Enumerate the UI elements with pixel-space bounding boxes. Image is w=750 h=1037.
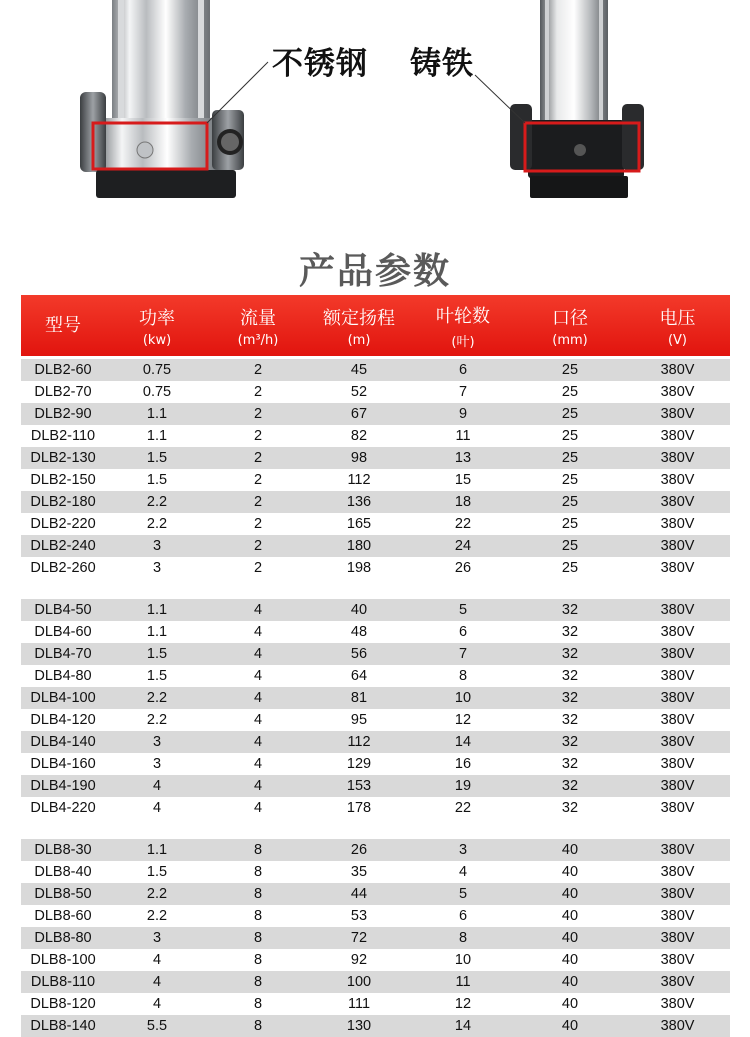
- cast-iron-pump: [475, 0, 644, 198]
- table-cell: 8: [253, 908, 263, 924]
- table-cell: 380V: [660, 560, 695, 576]
- table-cell: 180: [346, 538, 372, 554]
- header-model: 型号: [45, 315, 81, 336]
- table-cell: 22: [454, 516, 472, 532]
- table-row: [21, 599, 730, 621]
- table-cell: 2: [253, 384, 263, 400]
- table-cell: 2: [253, 538, 263, 554]
- table-cell: 380V: [660, 384, 695, 400]
- table-cell: 2.2: [146, 516, 168, 532]
- table-row: [21, 709, 730, 731]
- table-cell: 25: [561, 538, 579, 554]
- table-cell: 4: [253, 778, 263, 794]
- table-cell: 32: [561, 646, 579, 662]
- table-cell: 1.5: [146, 450, 168, 466]
- table-cell: 67: [350, 406, 368, 422]
- table-cell: 40: [561, 908, 579, 924]
- table-cell: 32: [561, 778, 579, 794]
- header-flow: 流量 (m³/h): [237, 307, 279, 348]
- table-cell: 380V: [660, 756, 695, 772]
- pump-illustrations: [0, 0, 750, 215]
- table-cell: 380V: [660, 996, 695, 1012]
- stainless-steel-label: 不锈钢: [272, 46, 368, 82]
- table-cell: DLB8-120: [30, 996, 96, 1012]
- table-row: [21, 687, 730, 709]
- table-cell: 52: [350, 384, 368, 400]
- table-row: [21, 797, 730, 819]
- table-cell: 380V: [660, 864, 695, 880]
- section-title: 产品参数: [298, 251, 451, 292]
- table-row: [21, 557, 730, 579]
- table-cell: 95: [350, 712, 368, 728]
- table-cell: 380V: [660, 538, 695, 554]
- table-cell: 2.2: [146, 494, 168, 510]
- table-cell: 32: [561, 712, 579, 728]
- table-cell: 35: [350, 864, 368, 880]
- table-cell: DLB2-130: [30, 450, 96, 466]
- table-cell: DLB4-190: [30, 778, 96, 794]
- table-cell: 92: [350, 952, 368, 968]
- table-cell: 48: [350, 624, 368, 640]
- table-cell: 3: [152, 560, 162, 576]
- table-cell: DLB4-80: [34, 668, 92, 684]
- table-cell: 53: [350, 908, 368, 924]
- table-cell: 380V: [660, 472, 695, 488]
- table-cell: DLB2-110: [30, 428, 96, 444]
- table-cell: 1.1: [146, 406, 168, 422]
- table-row: [21, 425, 730, 447]
- table-cell: 380V: [660, 778, 695, 794]
- table-cell: 178: [346, 800, 372, 816]
- table-row: [21, 927, 730, 949]
- table-cell: 19: [454, 778, 472, 794]
- table-cell: 25: [561, 560, 579, 576]
- table-cell: 14: [454, 734, 472, 750]
- table-cell: 0.75: [142, 362, 172, 378]
- table-cell: 25: [561, 472, 579, 488]
- table-cell: 40: [561, 996, 579, 1012]
- table-cell: 3: [152, 538, 162, 554]
- table-cell: 1.5: [146, 472, 168, 488]
- table-cell: 6: [458, 624, 468, 640]
- table-cell: DLB8-100: [30, 952, 96, 968]
- table-row: [21, 905, 730, 927]
- table-cell: DLB2-90: [34, 406, 92, 422]
- table-cell: 2: [253, 494, 263, 510]
- table-cell: DLB4-140: [30, 734, 96, 750]
- table-cell: 129: [346, 756, 372, 772]
- table-cell: DLB2-70: [34, 384, 92, 400]
- table-cell: DLB4-100: [30, 690, 96, 706]
- table-cell: 136: [346, 494, 372, 510]
- table-cell: 3: [152, 756, 162, 772]
- table-cell: 32: [561, 624, 579, 640]
- table-cell: 44: [350, 886, 368, 902]
- table-cell: DLB4-160: [30, 756, 96, 772]
- table-row: [21, 883, 730, 905]
- table-cell: 2: [253, 406, 263, 422]
- table-cell: 45: [350, 362, 368, 378]
- header-caliber: 口径 (mm): [552, 307, 588, 348]
- table-cell: 82: [350, 428, 368, 444]
- table-row: [21, 753, 730, 775]
- table-cell: 4: [253, 712, 263, 728]
- table-cell: 380V: [660, 734, 695, 750]
- table-cell: 81: [350, 690, 368, 706]
- table-cell: 32: [561, 690, 579, 706]
- table-cell: 2: [253, 362, 263, 378]
- table-cell: 8: [253, 930, 263, 946]
- table-cell: 380V: [660, 712, 695, 728]
- table-cell: 4: [253, 646, 263, 662]
- table-cell: 40: [561, 1018, 579, 1034]
- table-cell: 8: [253, 886, 263, 902]
- header-head: 额定扬程 (m): [323, 307, 395, 348]
- table-row: [21, 949, 730, 971]
- table-cell: 1.1: [146, 428, 168, 444]
- table-cell: 380V: [660, 842, 695, 858]
- table-cell: 40: [561, 842, 579, 858]
- table-cell: DLB8-40: [34, 864, 92, 880]
- table-row: [21, 839, 730, 861]
- table-cell: 4: [152, 800, 162, 816]
- table-row: [21, 535, 730, 557]
- table-cell: 6: [458, 908, 468, 924]
- table-cell: 165: [346, 516, 372, 532]
- header-impellers: 叶轮数 (叶): [436, 305, 490, 350]
- header-power: 功率 (kw): [139, 307, 175, 348]
- table-row: [21, 861, 730, 883]
- table-cell: 40: [561, 930, 579, 946]
- table-row: [21, 491, 730, 513]
- table-cell: 8: [458, 668, 468, 684]
- table-cell: 4: [253, 602, 263, 618]
- table-cell: 1.1: [146, 624, 168, 640]
- table-cell: 4: [253, 624, 263, 640]
- table-row: [21, 1015, 730, 1037]
- table-row: [21, 731, 730, 753]
- table-cell: 2.2: [146, 886, 168, 902]
- table-cell: 2: [253, 516, 263, 532]
- table-cell: 380V: [660, 886, 695, 902]
- table-cell: 2: [253, 450, 263, 466]
- table-cell: DLB4-60: [34, 624, 92, 640]
- table-cell: 25: [561, 516, 579, 532]
- table-cell: DLB4-220: [30, 800, 96, 816]
- table-cell: DLB2-60: [34, 362, 92, 378]
- stainless-pump: [80, 0, 268, 198]
- table-cell: 4: [152, 996, 162, 1012]
- table-cell: 380V: [660, 800, 695, 816]
- table-cell: DLB4-70: [34, 646, 92, 662]
- group-separator: [21, 819, 730, 839]
- table-cell: 4: [152, 778, 162, 794]
- table-cell: 8: [458, 930, 468, 946]
- table-cell: 25: [561, 494, 579, 510]
- table-cell: 380V: [660, 908, 695, 924]
- table-cell: 10: [454, 952, 472, 968]
- table-cell: 12: [454, 996, 472, 1012]
- table-cell: 380V: [660, 624, 695, 640]
- table-cell: 2.2: [146, 712, 168, 728]
- table-cell: 32: [561, 800, 579, 816]
- table-cell: 22: [454, 800, 472, 816]
- table-cell: 8: [253, 842, 263, 858]
- header-voltage: 电压 (V): [659, 307, 696, 348]
- table-cell: DLB2-150: [30, 472, 96, 488]
- table-cell: 4: [253, 690, 263, 706]
- table-header: [21, 295, 730, 356]
- cast-iron-label: 铸铁: [410, 46, 474, 82]
- table-cell: DLB2-240: [30, 538, 96, 554]
- table-cell: 380V: [660, 602, 695, 618]
- table-cell: 32: [561, 734, 579, 750]
- table-cell: 25: [561, 406, 579, 422]
- table-cell: 40: [561, 864, 579, 880]
- table-cell: 8: [253, 996, 263, 1012]
- table-cell: DLB8-30: [34, 842, 92, 858]
- table-cell: 12: [454, 712, 472, 728]
- table-cell: 18: [454, 494, 472, 510]
- table-cell: 0.75: [142, 384, 172, 400]
- table-cell: 1.1: [146, 842, 168, 858]
- table-cell: 16: [454, 756, 472, 772]
- table-cell: 13: [454, 450, 472, 466]
- table-cell: 10: [454, 690, 472, 706]
- table-cell: 6: [458, 362, 468, 378]
- table-cell: DLB8-60: [34, 908, 92, 924]
- table-cell: 2: [253, 472, 263, 488]
- table-cell: 4: [152, 974, 162, 990]
- table-row: [21, 381, 730, 403]
- table-cell: 1.5: [146, 668, 168, 684]
- table-cell: 4: [253, 756, 263, 772]
- table-row: [21, 469, 730, 491]
- table-cell: 3: [152, 734, 162, 750]
- table-cell: 380V: [660, 668, 695, 684]
- table-cell: 56: [350, 646, 368, 662]
- table-cell: 25: [561, 384, 579, 400]
- table-row: [21, 447, 730, 469]
- group-separator: [21, 579, 730, 599]
- table-row: [21, 971, 730, 993]
- table-cell: 5: [458, 602, 468, 618]
- table-cell: 380V: [660, 362, 695, 378]
- table-cell: DLB8-80: [34, 930, 92, 946]
- table-cell: 380V: [660, 646, 695, 662]
- table-cell: DLB2-180: [30, 494, 96, 510]
- table-cell: 4: [253, 734, 263, 750]
- table-cell: 3: [458, 842, 468, 858]
- table-cell: 8: [253, 1018, 263, 1034]
- table-cell: 14: [454, 1018, 472, 1034]
- table-cell: 198: [346, 560, 372, 576]
- table-cell: 153: [346, 778, 372, 794]
- table-cell: 100: [346, 974, 372, 990]
- table-cell: 32: [561, 602, 579, 618]
- table-row: [21, 513, 730, 535]
- table-cell: 32: [561, 756, 579, 772]
- table-cell: 1.5: [146, 864, 168, 880]
- table-cell: 24: [454, 538, 472, 554]
- table-cell: 8: [253, 974, 263, 990]
- table-cell: 380V: [660, 690, 695, 706]
- table-cell: 111: [347, 996, 371, 1012]
- table-cell: 98: [350, 450, 368, 466]
- table-cell: 380V: [660, 1018, 695, 1034]
- table-cell: DLB4-50: [34, 602, 92, 618]
- table-cell: DLB8-140: [30, 1018, 96, 1034]
- table-cell: 4: [458, 864, 468, 880]
- product-photos: [0, 0, 750, 215]
- table-row: [21, 403, 730, 425]
- table-row: [21, 359, 730, 381]
- table-cell: 2: [253, 428, 263, 444]
- table-cell: 130: [346, 1018, 372, 1034]
- table-row: [21, 665, 730, 687]
- table-cell: 380V: [660, 930, 695, 946]
- table-row: [21, 643, 730, 665]
- table-cell: 7: [458, 384, 468, 400]
- table-cell: 2: [253, 560, 263, 576]
- table-cell: DLB2-220: [30, 516, 96, 532]
- table-cell: 380V: [660, 406, 695, 422]
- table-cell: DLB8-50: [34, 886, 92, 902]
- table-cell: 5: [458, 886, 468, 902]
- table-cell: 4: [152, 952, 162, 968]
- table-cell: 11: [455, 974, 471, 990]
- table-cell: 380V: [660, 952, 695, 968]
- table-cell: DLB4-120: [30, 712, 96, 728]
- table-cell: 72: [350, 930, 368, 946]
- parameters-table: [21, 295, 730, 1037]
- table-cell: 4: [253, 800, 263, 816]
- table-cell: 26: [454, 560, 472, 576]
- table-cell: DLB8-110: [30, 974, 96, 990]
- table-cell: 2.2: [146, 690, 168, 706]
- table-cell: 1.1: [146, 602, 168, 618]
- table-cell: 25: [561, 450, 579, 466]
- table-cell: 64: [350, 668, 368, 684]
- table-cell: 8: [253, 952, 263, 968]
- table-cell: 3: [152, 930, 162, 946]
- table-cell: 7: [458, 646, 468, 662]
- table-cell: 380V: [660, 450, 695, 466]
- table-cell: 40: [561, 952, 579, 968]
- table-cell: 25: [561, 428, 579, 444]
- table-cell: 25: [561, 362, 579, 378]
- table-row: [21, 621, 730, 643]
- table-cell: 380V: [660, 428, 695, 444]
- table-cell: 5.5: [146, 1018, 168, 1034]
- table-cell: DLB2-260: [30, 560, 96, 576]
- table-cell: 15: [454, 472, 472, 488]
- table-cell: 112: [347, 472, 371, 488]
- table-cell: 26: [350, 842, 368, 858]
- table-body: [21, 359, 730, 1037]
- table-cell: 11: [455, 428, 471, 444]
- table-cell: 380V: [660, 516, 695, 532]
- table-cell: 2.2: [146, 908, 168, 924]
- table-cell: 112: [347, 734, 371, 750]
- table-cell: 32: [561, 668, 579, 684]
- table-cell: 1.5: [146, 646, 168, 662]
- table-cell: 9: [458, 406, 468, 422]
- table-cell: 40: [561, 886, 579, 902]
- table-cell: 8: [253, 864, 263, 880]
- table-cell: 380V: [660, 974, 695, 990]
- table-cell: 40: [561, 974, 579, 990]
- table-cell: 40: [350, 602, 368, 618]
- table-row: [21, 993, 730, 1015]
- table-cell: 4: [253, 668, 263, 684]
- table-row: [21, 775, 730, 797]
- table-cell: 380V: [660, 494, 695, 510]
